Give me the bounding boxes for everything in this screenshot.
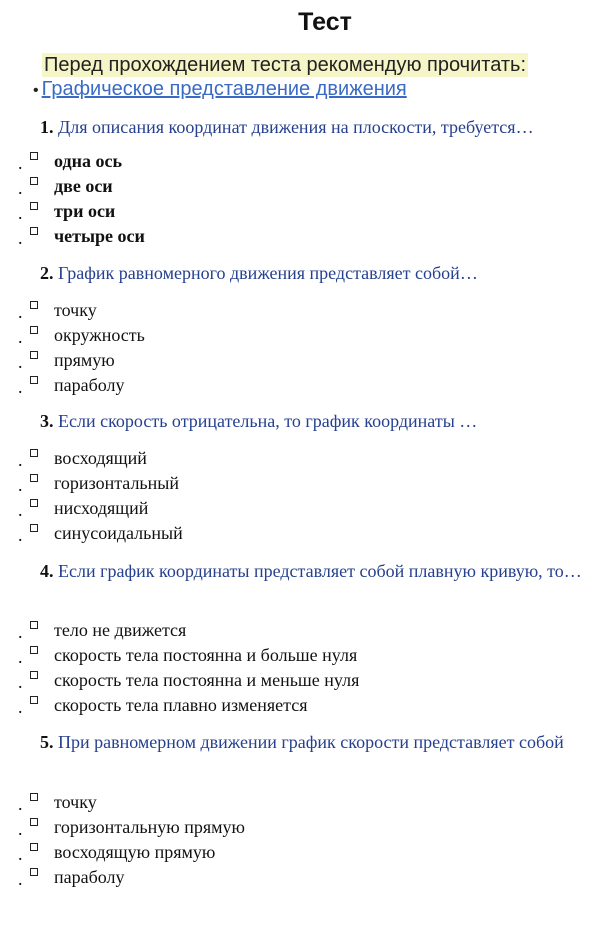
checkbox[interactable]	[30, 696, 38, 704]
answer-option[interactable]: . восходящую прямую	[18, 841, 216, 864]
answer-option[interactable]: . параболу	[18, 866, 125, 889]
checkbox[interactable]	[30, 524, 38, 532]
checkbox[interactable]	[30, 843, 38, 851]
checkbox[interactable]	[30, 499, 38, 507]
page-title: Тест	[298, 8, 352, 36]
question-1	[40, 116, 608, 138]
question-number: 2.	[40, 263, 54, 283]
question-text: Для описания координат движения на плоскости, требуется…	[58, 117, 534, 137]
checkbox[interactable]	[30, 449, 38, 457]
checkbox[interactable]	[30, 152, 38, 160]
checkbox[interactable]	[30, 671, 38, 679]
answer-option[interactable]: . скорость тела постоянна и меньше нуля	[18, 669, 360, 692]
question-text: Если скорость отрицательна, то график координаты …	[58, 411, 478, 431]
reading-link[interactable]: Графическое представление движения	[41, 78, 407, 100]
answer-option[interactable]: . тело не движется	[18, 619, 187, 642]
checkbox[interactable]	[30, 177, 38, 185]
checkbox[interactable]	[30, 326, 38, 334]
answer-option[interactable]: . три оси	[18, 200, 116, 223]
answer-option[interactable]: . точку	[18, 791, 97, 814]
question-2	[40, 262, 608, 284]
checkbox[interactable]	[30, 621, 38, 629]
question-number: 1.	[40, 117, 54, 137]
question-number: 3.	[40, 411, 54, 431]
checkbox[interactable]	[30, 868, 38, 876]
checkbox[interactable]	[30, 646, 38, 654]
question-text: При равномерном движении график скорости представляет собой	[58, 732, 564, 752]
answer-option[interactable]: . скорость тела постоянна и больше нуля	[18, 644, 358, 667]
checkbox[interactable]	[30, 376, 38, 384]
checkbox[interactable]	[30, 351, 38, 359]
checkbox[interactable]	[30, 202, 38, 210]
checkbox[interactable]	[30, 227, 38, 235]
answer-option[interactable]: . окружность	[18, 324, 145, 347]
answer-option[interactable]: . прямую	[18, 349, 115, 372]
answer-option[interactable]: . параболу	[18, 374, 125, 397]
answer-option[interactable]: . горизонтальный	[18, 472, 179, 495]
answer-option[interactable]: . четыре оси	[18, 225, 145, 248]
answer-option[interactable]: . скорость тела плавно изменяется	[18, 694, 308, 717]
checkbox[interactable]	[30, 474, 38, 482]
question-number: 5.	[40, 732, 54, 752]
answer-option[interactable]: . нисходящий	[18, 497, 149, 520]
answer-option[interactable]: . синусоидальный	[18, 522, 183, 545]
checkbox[interactable]	[30, 793, 38, 801]
answer-option[interactable]: . одна ось	[18, 150, 122, 173]
question-3	[40, 410, 608, 432]
answer-option[interactable]: . точку	[18, 299, 97, 322]
checkbox[interactable]	[30, 301, 38, 309]
bullet-icon: •	[33, 82, 39, 99]
question-4	[40, 560, 608, 582]
answer-option[interactable]: . восходящий	[18, 447, 147, 470]
intro-text: Перед прохождением теста рекомендую прочитать:	[44, 54, 527, 76]
answer-option[interactable]: . две оси	[18, 175, 113, 198]
answer-option[interactable]: . горизонтальную прямую	[18, 816, 245, 839]
question-text: График равномерного движения представляет собой…	[58, 263, 478, 283]
question-number: 4.	[40, 561, 54, 581]
question-5	[40, 731, 608, 753]
checkbox[interactable]	[30, 818, 38, 826]
reading-link-row	[33, 77, 407, 103]
question-text: Если график координаты представляет собой плавную кривую, то…	[58, 561, 582, 581]
